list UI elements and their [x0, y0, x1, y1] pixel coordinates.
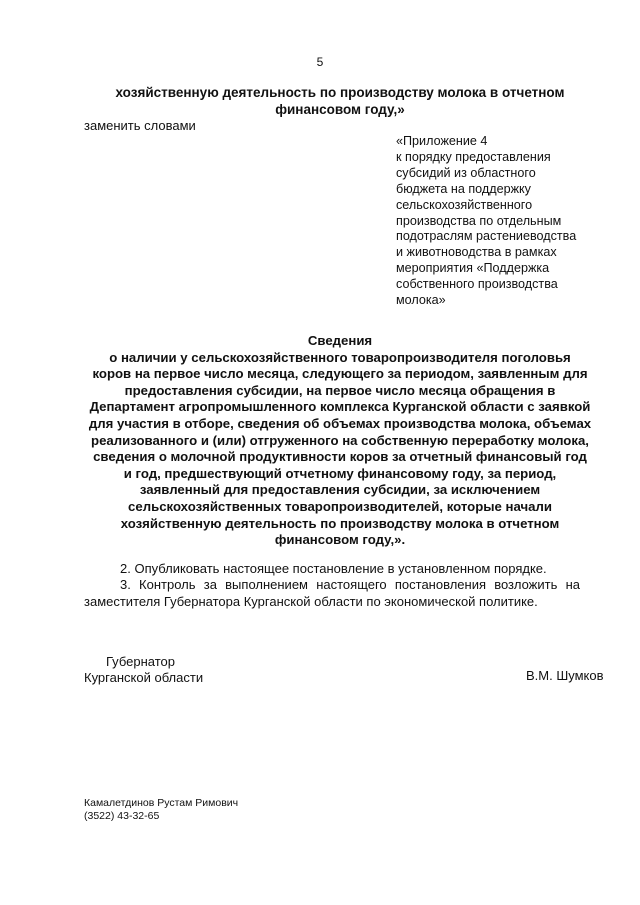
paragraph-control-line: заместителя Губернатора Курганской области по экономической политике. — [84, 594, 538, 609]
page-number: 5 — [316, 55, 324, 69]
svedeniya-heading — [70, 333, 610, 549]
appendix-line: производства по отдельным — [396, 213, 562, 228]
svedeniya-line: коров на первое число месяца, следующего за периодом, заявленным для — [92, 366, 588, 382]
svedeniya-line: сведения о молочной продуктивности коров за отчетный финансовый год — [93, 449, 587, 465]
svedeniya-line: финансовом году,». — [274, 532, 406, 548]
svedeniya-line: реализованного и (или) отгруженного на собственную переработку молока, — [91, 432, 589, 448]
appendix-header — [396, 134, 606, 309]
appendix-line: «Приложение 4 — [396, 134, 488, 148]
appendix-line: бюджета на поддержку — [396, 181, 531, 196]
svedeniya-line: Департамент агропромышленного комплекса Курганской области с заявкой — [89, 399, 591, 415]
appendix-line: к порядку предоставления — [396, 149, 551, 164]
svedeniya-line: о наличии у сельскохозяйственного товаропроизводителя поголовья — [109, 349, 571, 365]
svedeniya-line: хозяйственную деятельность по производству молока в отчетном — [120, 515, 560, 531]
appendix-line: и животноводства в рамках — [396, 245, 557, 260]
svedeniya-line: для участия в отборе, сведения об объемах производства молока, объемах — [88, 415, 592, 431]
svedeniya-title: Сведения — [307, 333, 373, 348]
lead-line: финансовом году,» — [275, 102, 405, 117]
lead-text — [110, 84, 570, 118]
replace-text: заменить словами — [84, 118, 196, 133]
appendix-line: сельскохозяйственного — [396, 197, 533, 212]
executor-name: Камалетдинов Рустам Римович — [84, 797, 239, 809]
lead-line: хозяйственную деятельность по производству молока в отчетном — [115, 85, 565, 100]
paragraph-control — [84, 576, 580, 610]
appendix-line: мероприятия «Поддержка — [396, 261, 550, 276]
paragraph-publish: 2. Опубликовать настоящее постановление в установленном порядке. — [120, 561, 547, 576]
signature-region: Курганской области — [84, 670, 204, 685]
signature-title: Губернатор — [106, 654, 175, 669]
paragraph-control-line: 3. Контроль за выполнением настоящего постановления возложить на — [120, 577, 580, 592]
appendix-line: собственного производства — [396, 277, 558, 292]
appendix-line: молока» — [396, 293, 446, 308]
executor-phone: (3522) 43-32-65 — [84, 810, 160, 822]
appendix-line: субсидий из областного — [396, 165, 536, 180]
svedeniya-line: предоставления субсидии, на первое число месяца обращения в — [124, 382, 556, 398]
svedeniya-line: сельскохозяйственных товаропроизводителей, которые начали — [128, 498, 552, 514]
svedeniya-line: заявленный для предоставления субсидии, за исключением — [139, 482, 541, 498]
svedeniya-line: и год, предшествующий отчетному финансовому году, за период, — [123, 465, 557, 481]
appendix-line: подотраслям растениеводства — [396, 229, 577, 244]
signature-name: В.М. Шумков — [526, 668, 604, 683]
